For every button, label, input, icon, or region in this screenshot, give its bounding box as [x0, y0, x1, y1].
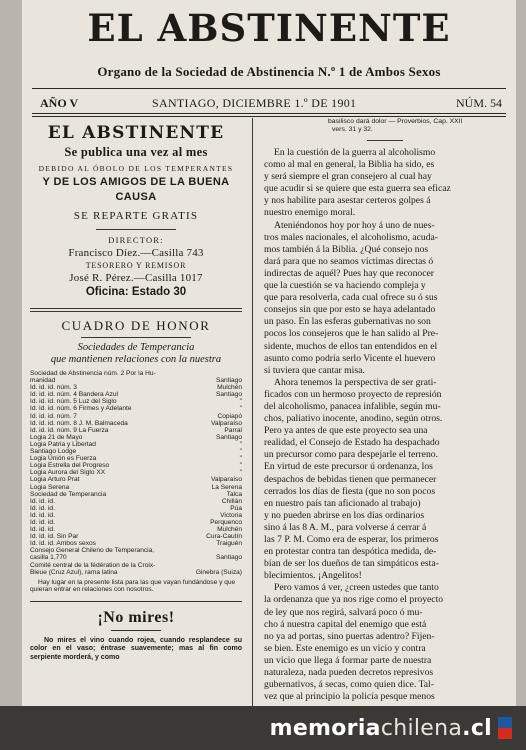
article-line: no ya ad portas, sino puertas adentro? Fijen-: [264, 630, 435, 642]
cuadro-row: [30, 533, 242, 540]
cuadro-row-society: Id. id. id. núm. 8 J. M. Balmaceda: [30, 419, 128, 427]
cuadro-row: [30, 391, 242, 398]
section-rule: [30, 601, 242, 602]
article-line: se bien. Este enemigo es un vicio y contra: [264, 642, 426, 654]
cuadro-row-society: Santiago Lodge: [30, 448, 77, 456]
info-rule-1: [32, 113, 506, 114]
cuadro-row-society: Id. id. id. Ambos sexos: [30, 540, 96, 548]
article-line: que acudir si se quiere que esta guerra sea eficaz: [264, 183, 451, 195]
cuadro-row-city: [238, 547, 242, 554]
article-line: chos, paliativo inocente, anodino, según otros.: [264, 413, 443, 425]
cuadro-row: [30, 448, 242, 455]
article-line: las 7 P. M. Como era de esperar, los primeros: [264, 534, 439, 545]
article-line: Ahora tenemos la perspectiva de ser grati-: [274, 376, 437, 388]
issue-info-bar: [32, 92, 506, 112]
article-line: un vicio que llega á formar parte de nuestra: [264, 654, 432, 666]
cuadro-row-society: Id. id. id.: [30, 504, 55, 512]
article-line: Ateniéndonos hoy por hoy á uno de nues-: [274, 219, 435, 231]
article-line: vez que al principio la policía pesque menos: [264, 691, 435, 703]
cuadro-row-city: [238, 562, 242, 569]
divider: [81, 337, 191, 338]
cuadro-row: [30, 469, 242, 476]
director-label: DIRECTOR:: [108, 235, 164, 245]
cuadro-de-honor-title: CUADRO DE HONOR: [61, 318, 211, 333]
cuadro-row-society: Id. id. id. núm. 4 Bandera Azul: [30, 391, 118, 399]
section-rule-2: [30, 311, 242, 312]
article-line: naturaleza, nada pueden decretos represivos: [264, 667, 434, 679]
cuadro-row-society: Id. id. id. núm. 9 La Fuerza: [30, 426, 109, 434]
cuadro-row-society: Logia Arturo Prat: [30, 476, 80, 484]
article-line: asunto como podría serlo Vicente el huevero: [264, 352, 436, 364]
right-column: [264, 118, 506, 703]
article-line: y será siempre el gran consejero al cual hay: [264, 171, 432, 183]
article-line: tros males nacionales, el alcoholismo, acuda-: [264, 231, 438, 243]
cuadro-row: [30, 398, 242, 405]
article-body: [264, 147, 506, 703]
cuadro-row-society: Consejo General Chileno de Temperancia,: [30, 547, 155, 555]
cuadro-row: [30, 413, 242, 420]
publication-title: EL ABSTINENTE: [47, 123, 225, 143]
article-line: ficados con un hermoso proyecto de represión: [264, 388, 442, 400]
cuadro-row-city: Ginebra (Suiza): [195, 568, 242, 576]
cuadro-row-city: Copiapó: [217, 412, 242, 420]
divider: [367, 140, 403, 141]
cuadro-row: [30, 554, 242, 561]
article-line: mos también á la Biblia. ¿Qué consejo nos: [264, 243, 429, 255]
cuadro-row-city: Talca: [226, 490, 242, 498]
cuadro-row-city: Santiago: [215, 433, 242, 441]
cuadro-row-society: casilla 1,770: [30, 554, 67, 562]
cuadro-row-city: Mulchén: [217, 384, 242, 392]
cuadro-row-society: Logia Patria y Libertad: [30, 440, 96, 448]
brand-main: memoria: [269, 715, 381, 741]
article-line: en nuestro país tan aficionado al trabajo): [264, 497, 421, 509]
cuadro-row-society: Id. id. id. núm. 5 Luz del Siglo: [30, 398, 117, 406]
cuadro-row-society: Logia 21 de Mayo: [30, 433, 83, 441]
cuadro-row-city: ": [239, 448, 242, 456]
cuadro-row-city: Traiguén: [216, 540, 242, 548]
newspaper-page: [22, 0, 516, 706]
cuadro-row-city: ": [239, 469, 242, 477]
info-rule-2: [32, 116, 506, 117]
top-rule: [32, 88, 506, 89]
cuadro-row-society: manidad: [30, 377, 56, 385]
article-line: pocos los consejeros que le han salido al Pre-: [264, 328, 439, 340]
article-line: un paso. En las esferas gubernativas no son: [264, 316, 431, 328]
cuadro-heading-1: Sociedades de Temperancia: [77, 342, 195, 353]
cuadro-row: [30, 562, 242, 569]
article-line: cho á nuestra capital del enemigo que está: [264, 618, 427, 630]
cuadro-row: [30, 455, 242, 462]
nomires-text: No mires el vino cuando rojea, cuando resplandece su color en el vaso; éntrase suavemente; mas al fin como serpiente morderá, y como: [30, 636, 242, 661]
article-line: de ley que nos regirá, salvará poco ó mu-: [264, 606, 423, 618]
cuadro-row: [30, 476, 242, 483]
director-name: Francisco Díez.—Casilla 743: [68, 247, 204, 259]
cuadro-row-city: Santiago: [215, 377, 242, 385]
publication-reparte: SE REPARTE GRATIS: [73, 210, 199, 222]
cuadro-row-city: Victoria: [220, 511, 242, 519]
article-paragraph: [264, 220, 506, 377]
divider: [111, 630, 161, 631]
issue-number: NÚM. 54: [455, 96, 502, 110]
article-line: En virtud de este precursor ú ordenanza, los: [264, 461, 433, 473]
issue-year: AÑO V: [40, 96, 79, 110]
article-line: consejos sin que por esto se haya adelantado: [264, 304, 436, 316]
cuadro-row-society: Logia Estrella del Progreso: [30, 462, 110, 470]
cuadro-row-city: ": [239, 398, 242, 406]
cuadro-note: Hay lugar en la presente lista para las que vayan fundándose y que quieran entrar en relaciones con nosotros.: [30, 578, 236, 594]
cuadro-row-city: Mulchén: [217, 526, 242, 534]
masthead: EL ABSTINENTE: [87, 6, 451, 50]
cuadro-row: [30, 420, 242, 427]
article-line: Pero ya antes de que este proyecto sea una: [264, 425, 428, 437]
cuadro-row-society: Id. id. id.: [30, 526, 55, 534]
cuadro-row: [30, 441, 242, 448]
bible-quote: [328, 118, 506, 134]
tesorero-label: TESORERO Y REMISOR: [85, 261, 187, 270]
cuadro-row-society: Comité central de la fédération de la Croix-: [30, 561, 156, 569]
cuadro-list: [30, 370, 242, 576]
article-line: un precursor como para despejarle el terreno.: [264, 449, 438, 461]
cuadro-row-society: Id. id. id. núm. 6 Firmes y Adelante: [30, 405, 132, 413]
article-line: Pero vamos á ver, ¿creen ustedes que tanto: [274, 582, 439, 594]
publication-amigos: Y DE LOS AMIGOS DE LA BUENA CAUSA: [42, 176, 230, 203]
article-line: del alcoholismo, panacea infalible, según mu-: [264, 400, 441, 412]
article-line: y nos habilite para asestar certeros golpes á: [264, 195, 431, 207]
article-line: que la cuestión se va haciendo compleja y: [264, 280, 426, 292]
cuadro-row: [30, 569, 242, 576]
cuadro-row-society: Logia Unión es Fuerza: [30, 455, 97, 463]
cuadro-row-society: Id. id. id. núm. 3: [30, 384, 77, 392]
article-line: indirectas de aquél? Pues hay que reconocer: [264, 267, 434, 279]
article-line: y no pueden abrirse en los días ordinarios: [264, 509, 425, 521]
cuadro-row-society: Id. id. id.: [30, 518, 55, 526]
article-line: la ordenanza que ya nos rige como el proyecto: [264, 594, 444, 606]
cuadro-heading-2: que mantienen relaciones con la nuestra: [50, 354, 222, 365]
cuadro-row: [30, 405, 242, 412]
cuadro-row-city: Púa: [230, 504, 242, 512]
cuadro-row-society: Id. id. id.: [30, 511, 55, 519]
chile-flag-icon: [498, 717, 512, 739]
oficina: Oficina: Estado 30: [85, 286, 187, 298]
article-line: dará para que no seamos víctimas directas ó: [264, 255, 434, 267]
cuadro-row-city: Chillán: [221, 497, 242, 505]
article-line: gubernativos, á secas, como quien dice. Tal-: [264, 679, 434, 691]
publication-frequency: Se publica una vez al mes: [64, 145, 208, 159]
quote-line: basilisco dará dolor — Proverbios, Cap. XXII: [328, 118, 463, 125]
memoriachilena-logo: [270, 710, 512, 746]
cuadro-row-city: [238, 370, 242, 377]
nomires-title: ¡No mires!: [97, 608, 175, 626]
cuadro-row-society: Id. id. id. núm. 7: [30, 412, 77, 420]
article-line: sino á las 8 A. M., para volverse á cerrar á: [264, 521, 427, 533]
cuadro-row: [30, 519, 242, 526]
quote-line: vers. 31 y 32.: [332, 126, 373, 133]
cuadro-row-city: Santiago: [215, 391, 242, 399]
cuadro-row: [30, 377, 242, 384]
cuadro-row-society: Logia Aurora del Siglo XX: [30, 469, 106, 477]
cuadro-row-society: Logia Serena: [30, 483, 70, 491]
cuadro-row-city: ": [239, 462, 242, 470]
article-line: si tuviera que cantar misa.: [264, 364, 365, 376]
article-line: como al mal en general, la Biblia ha sido, es: [264, 159, 435, 171]
divider: [96, 229, 176, 230]
cuadro-row: [30, 427, 242, 434]
publication-debido: DEBIDO AL ÓBOLO DE LOS TEMPERANTES: [38, 164, 234, 173]
cuadro-row: [30, 512, 242, 519]
footer-bar: [0, 706, 526, 750]
article-paragraph: [264, 377, 506, 583]
article-line: que para resolverla, cada cual ofrece su ó sus: [264, 292, 438, 304]
cuadro-row: [30, 526, 242, 533]
brand-suffix: .cl: [462, 715, 492, 741]
cuadro-row-city: Perquenco: [210, 518, 242, 526]
cuadro-row-city: ": [239, 405, 242, 413]
cuadro-row-city: Santiago: [215, 554, 242, 562]
cuadro-row-city: ": [239, 455, 242, 463]
cuadro-row: [30, 547, 242, 554]
cuadro-row: [30, 505, 242, 512]
article-line: sidente, muchos de ellos tan entendidos en el: [264, 340, 438, 352]
cuadro-row-city: Valparaíso: [210, 419, 242, 427]
subtitle: Organo de la Sociedad de Abstinencia N.º 1 de Ambos Sexos: [97, 64, 441, 79]
cuadro-row-society: Id. id. id.: [30, 497, 55, 505]
cuadro-row: [30, 540, 242, 547]
cuadro-row-city: La Serena: [211, 483, 242, 491]
article-line: realidad, el Consejo de Estado ha despachado: [264, 437, 440, 449]
article-paragraph: [264, 147, 506, 220]
cuadro-row-society: Bleue (Cruz Azul), rama latina: [30, 568, 118, 576]
cuadro-row-society: Sociedad de Temperancia: [30, 490, 107, 498]
article-line: En la cuestión de la guerra al alcoholismo: [274, 147, 436, 158]
article-line: en protestar contra tan despótica medida, de-: [264, 546, 437, 558]
cuadro-row: [30, 484, 242, 491]
article-line: despachos de bebidas tienen que permanecer: [264, 473, 437, 485]
cuadro-row: [30, 462, 242, 469]
article-line: bían de ser los dueños de tan simpáticos esta-: [264, 558, 439, 570]
article-paragraph: [264, 582, 506, 703]
left-column: [30, 122, 242, 662]
column-divider: [252, 118, 253, 706]
cuadro-row-city: ": [239, 440, 242, 448]
section-rule: [30, 308, 242, 309]
tesorero-name: José R. Pérez.—Casilla 1017: [69, 272, 203, 284]
article-line: blecimientos. ¡Angelitos!: [264, 570, 362, 582]
cuadro-row: [30, 384, 242, 391]
cuadro-row-city: Parral: [224, 426, 242, 434]
cuadro-row: [30, 434, 242, 441]
article-line: cerrados los días de fiesta (que no son pocos: [264, 485, 436, 497]
article-line: nuestro enemigo moral.: [264, 207, 356, 219]
cuadro-row: [30, 370, 242, 377]
cuadro-row-society: Id. id. id. Sin Par: [30, 533, 79, 541]
cuadro-row-city: Cura-Cautín: [206, 533, 242, 541]
issue-date: SANTIAGO, DICIEMBRE 1.º DE 1901: [152, 96, 357, 110]
cuadro-row-society: Sociedad de Abstinencia núm. 2 Por la Hu-: [30, 370, 156, 377]
cuadro-row: [30, 498, 242, 505]
brand-rest: chilena: [380, 715, 463, 741]
cuadro-row-city: Valparaíso: [210, 476, 242, 484]
cuadro-row: [30, 491, 242, 498]
